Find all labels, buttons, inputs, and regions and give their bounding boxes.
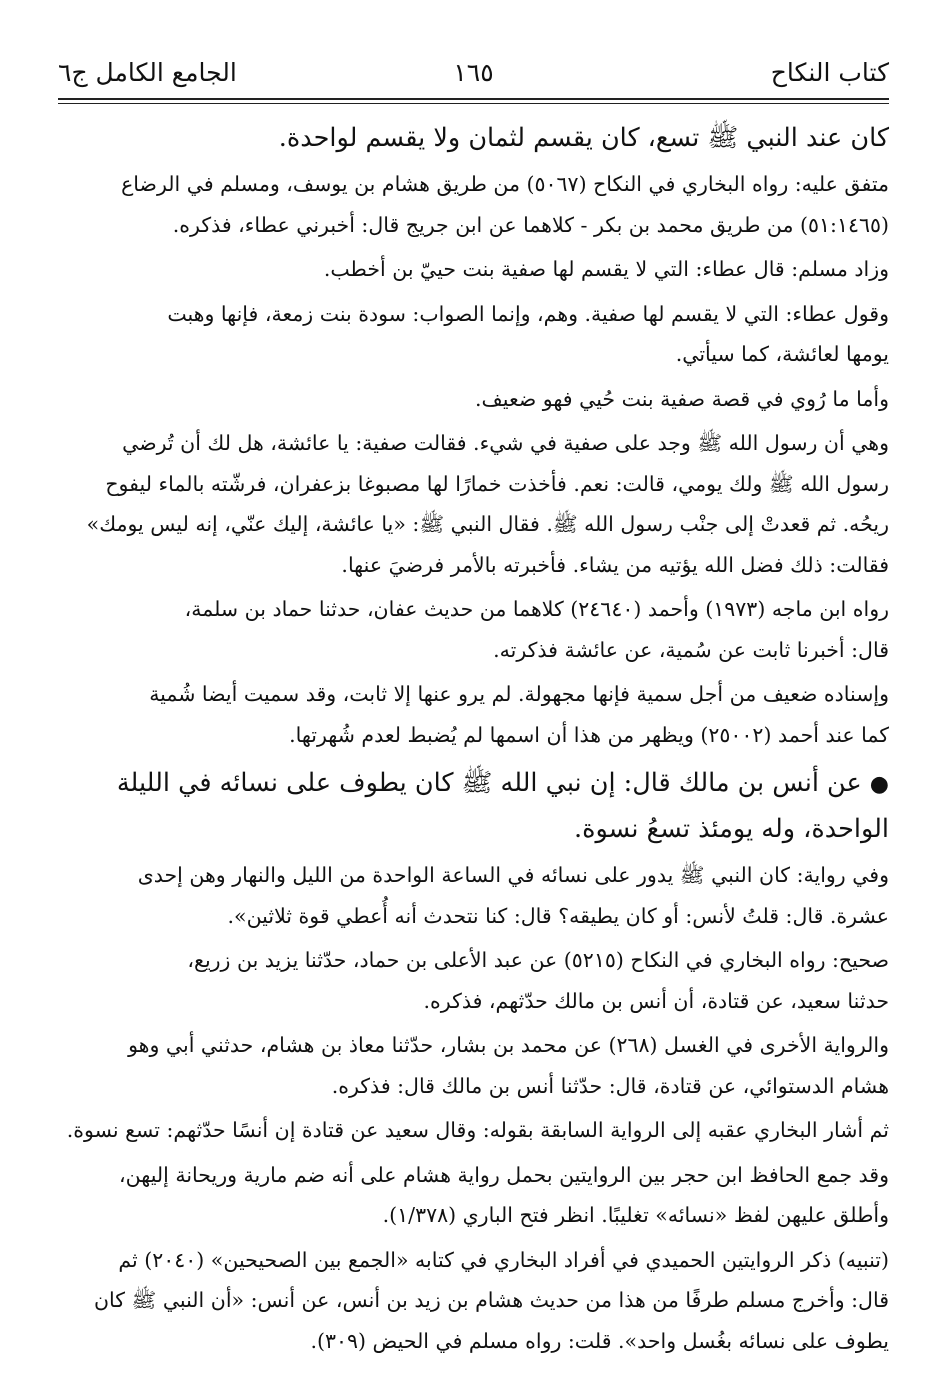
bullet-icon: ●	[869, 772, 889, 797]
header-rule-thin	[58, 103, 889, 104]
takhrij-line: والرواية الأخرى في الغسل (٢٦٨) عن محمد بن بشار، حدّثنا معاذ بن هشام، حدثني أبي وهو	[128, 1033, 889, 1057]
note-line: قال: وأخرج مسلم طرفًا من هذا من حديث هشام بن زيد بن أنس، عن أنس: «أن النبي ﷺ كان	[93, 1288, 889, 1312]
hadith-text-line: كان عند النبي ﷺ تسع، كان يقسم لثمان ولا يقسم لواحدة.	[278, 123, 889, 153]
commentary-line: وزاد مسلم: قال عطاء: التي لا يقسم لها صفية بنت حييّ بن أخطب.	[323, 257, 889, 281]
narration-line: رسول الله ﷺ ولك يومي، قالت: نعم. فأخذت خمارًا لها مصبوغا بزعفران، فرشّته بالماء ليفوح	[105, 471, 889, 496]
page-header	[58, 52, 889, 96]
takhrij-line: هشام الدستوائي، عن قتادة، قال: حدّثنا أنس بن مالك قال: فذكره.	[331, 1073, 889, 1098]
hadith-text: عن أنس بن مالك قال: إن نبي الله ﷺ كان يطوف على نسائه في الليلة	[116, 768, 862, 798]
takhrij-line: حدثنا سعيد، عن قتادة، أن أنس بن مالك حدّثهم، فذكره.	[423, 988, 889, 1013]
hadith-text-line	[58, 761, 889, 807]
narration-line: ريحُه. ثم قعدتْ إلى جنْب رسول الله ﷺ. فقال النبي ﷺ: «يا عائشة، إليك عنّي، إنه ليس يومك»	[86, 512, 889, 536]
takhrij-line: (٥١:١٤٦٥) من طريق محمد بن بكر - كلاهما عن ابن جريج قال: أخبرني عطاء، فذكره.	[172, 212, 889, 237]
commentary-line: وإسناده ضعيف من أجل سمية فإنها مجهولة. لم يرو عنها إلا ثابت، وقد سميت أيضا شُمية	[149, 682, 889, 706]
narration-line: وفي رواية: كان النبي ﷺ يدور على نسائه في الساعة الواحدة من الليل والنهار وهن إحدى	[137, 863, 889, 887]
narration-line: فقالت: ذلك فضل الله يؤتيه من يشاء. فأخبرته بالأمر فرضيَ عنها.	[341, 552, 889, 577]
page-body	[58, 116, 889, 1361]
note-line: يطوف على نسائه بغُسل واحد». قلت: رواه مسلم في الحيض (٣٠٩).	[310, 1328, 889, 1353]
narration-line: وهي أن رسول الله ﷺ وجد على صفية في شيء. فقالت صفية: يا عائشة، هل لك أن تُرضي	[122, 431, 889, 455]
book-title: كتاب النكاح	[770, 58, 889, 87]
takhrij-line: صحيح: رواه البخاري في النكاح (٥٢١٥) عن عبد الأعلى بن حماد، حدّثنا يزيد بن زريع،	[187, 948, 889, 972]
commentary-line: وأطلق عليهن لفظ «نسائه» تغليبًا. انظر فتح الباري (١/٣٧٨).	[382, 1203, 889, 1227]
takhrij-line: قال: أخبرنا ثابت عن سُمية، عن عائشة فذكرته.	[493, 637, 889, 662]
volume-label: الجامع الكامل ج٦	[58, 58, 237, 87]
commentary-line: كما عند أحمد (٢٥٠٠٢) ويظهر من هذا أن اسمها لم يُضبط لعدم شُهرتها.	[289, 722, 889, 747]
page-number: ١٦٥	[453, 58, 494, 87]
note-line: (تنبيه) ذكر الروايتين الحميدي في أفراد البخاري في كتابه «الجمع بين الصحيحين» (٢٠٤٠) ثم	[118, 1247, 889, 1272]
narration-line: عشرة. قال: قلتُ لأنس: أو كان يطيقه؟ قال: كنا نتحدث أنه أُعطي قوة ثلاثين».	[227, 903, 889, 928]
takhrij-line: متفق عليه: رواه البخاري في النكاح (٥٠٦٧) من طريق هشام بن يوسف، ومسلم في الرضاع	[121, 172, 889, 196]
hadith-text-line: الواحدة، وله يومئذ تسعُ نسوة.	[574, 814, 889, 844]
header-rule	[58, 98, 889, 100]
commentary-line: يومها لعائشة، كما سيأتي.	[675, 342, 889, 366]
takhrij-line: رواه ابن ماجه (١٩٧٣) وأحمد (٢٤٦٤٠) كلاهما من حديث عفان، حدثنا حماد بن سلمة،	[184, 597, 889, 621]
commentary-line: وقول عطاء: التي لا يقسم لها صفية. وهم، وإنما الصواب: سودة بنت زمعة، فإنها وهبت	[167, 301, 889, 326]
commentary-line: ثم أشار البخاري عقبه إلى الرواية السابقة بقوله: وقال سعيد عن قتادة إن أنسًا حدّثهم: تسع نسوة.	[66, 1118, 889, 1142]
commentary-line: وقد جمع الحافظ ابن حجر بين الروايتين بحمل رواية هشام على أنه ضم مارية وريحانة إليهن،	[119, 1162, 889, 1187]
commentary-line: وأما ما رُوي في قصة صفية بنت حُيي فهو ضعيف.	[475, 386, 889, 411]
